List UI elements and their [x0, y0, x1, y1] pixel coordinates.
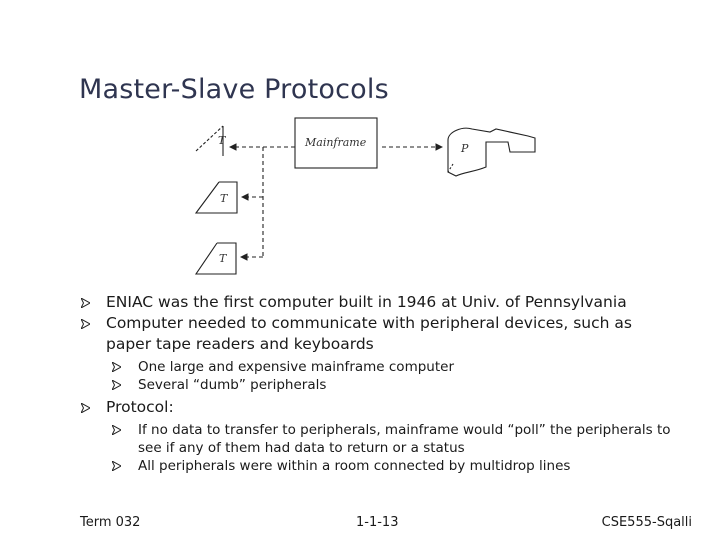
mainframe-label: Mainframe — [305, 136, 367, 149]
list-item — [80, 421, 680, 457]
arrow-bullet-icon — [81, 298, 90, 308]
list-item — [80, 358, 680, 376]
bullet-text: ENIAC was the first computer built in 1946 at Univ. of Pennsylvania — [106, 293, 627, 311]
bullet-text: Protocol: — [106, 398, 174, 416]
bullet-text: Several “dumb” peripherals — [138, 377, 327, 393]
footer-course: CSE555-Sqalli — [601, 515, 692, 530]
arrow-bullet-icon — [112, 461, 121, 471]
slide-title: Master-Slave Protocols — [79, 74, 389, 105]
arrow-bullet-icon — [112, 380, 121, 390]
list-item — [80, 376, 680, 394]
list-item — [80, 397, 680, 418]
footer-slide-number: 1-1-13 — [356, 515, 399, 530]
terminal-icon — [196, 182, 237, 213]
terminal-label: T — [218, 134, 226, 147]
list-item — [80, 292, 680, 313]
footer-term: Term 032 — [80, 515, 141, 530]
terminal-label: T — [220, 192, 228, 205]
master-slave-diagram — [190, 112, 550, 277]
terminal-icon — [196, 243, 236, 274]
arrow-bullet-icon — [81, 319, 90, 329]
arrow-bullet-icon — [81, 403, 90, 413]
bullet-text: One large and expensive mainframe computer — [138, 359, 454, 375]
list-item — [80, 313, 680, 355]
printer-label: P — [461, 142, 469, 155]
bullet-list — [80, 292, 680, 475]
arrow-bullet-icon — [112, 362, 121, 372]
bullet-text: Computer needed to communicate with peripheral devices, such as paper tape readers and keyboards — [106, 314, 632, 353]
bullet-text: All peripherals were within a room connected by multidrop lines — [138, 458, 571, 474]
terminal-label: T — [219, 252, 227, 265]
list-item — [80, 457, 680, 475]
arrow-bullet-icon — [112, 425, 121, 435]
bullet-text: If no data to transfer to peripherals, mainframe would “poll” the peripherals to see if any of them had data to return or a status — [138, 422, 671, 456]
